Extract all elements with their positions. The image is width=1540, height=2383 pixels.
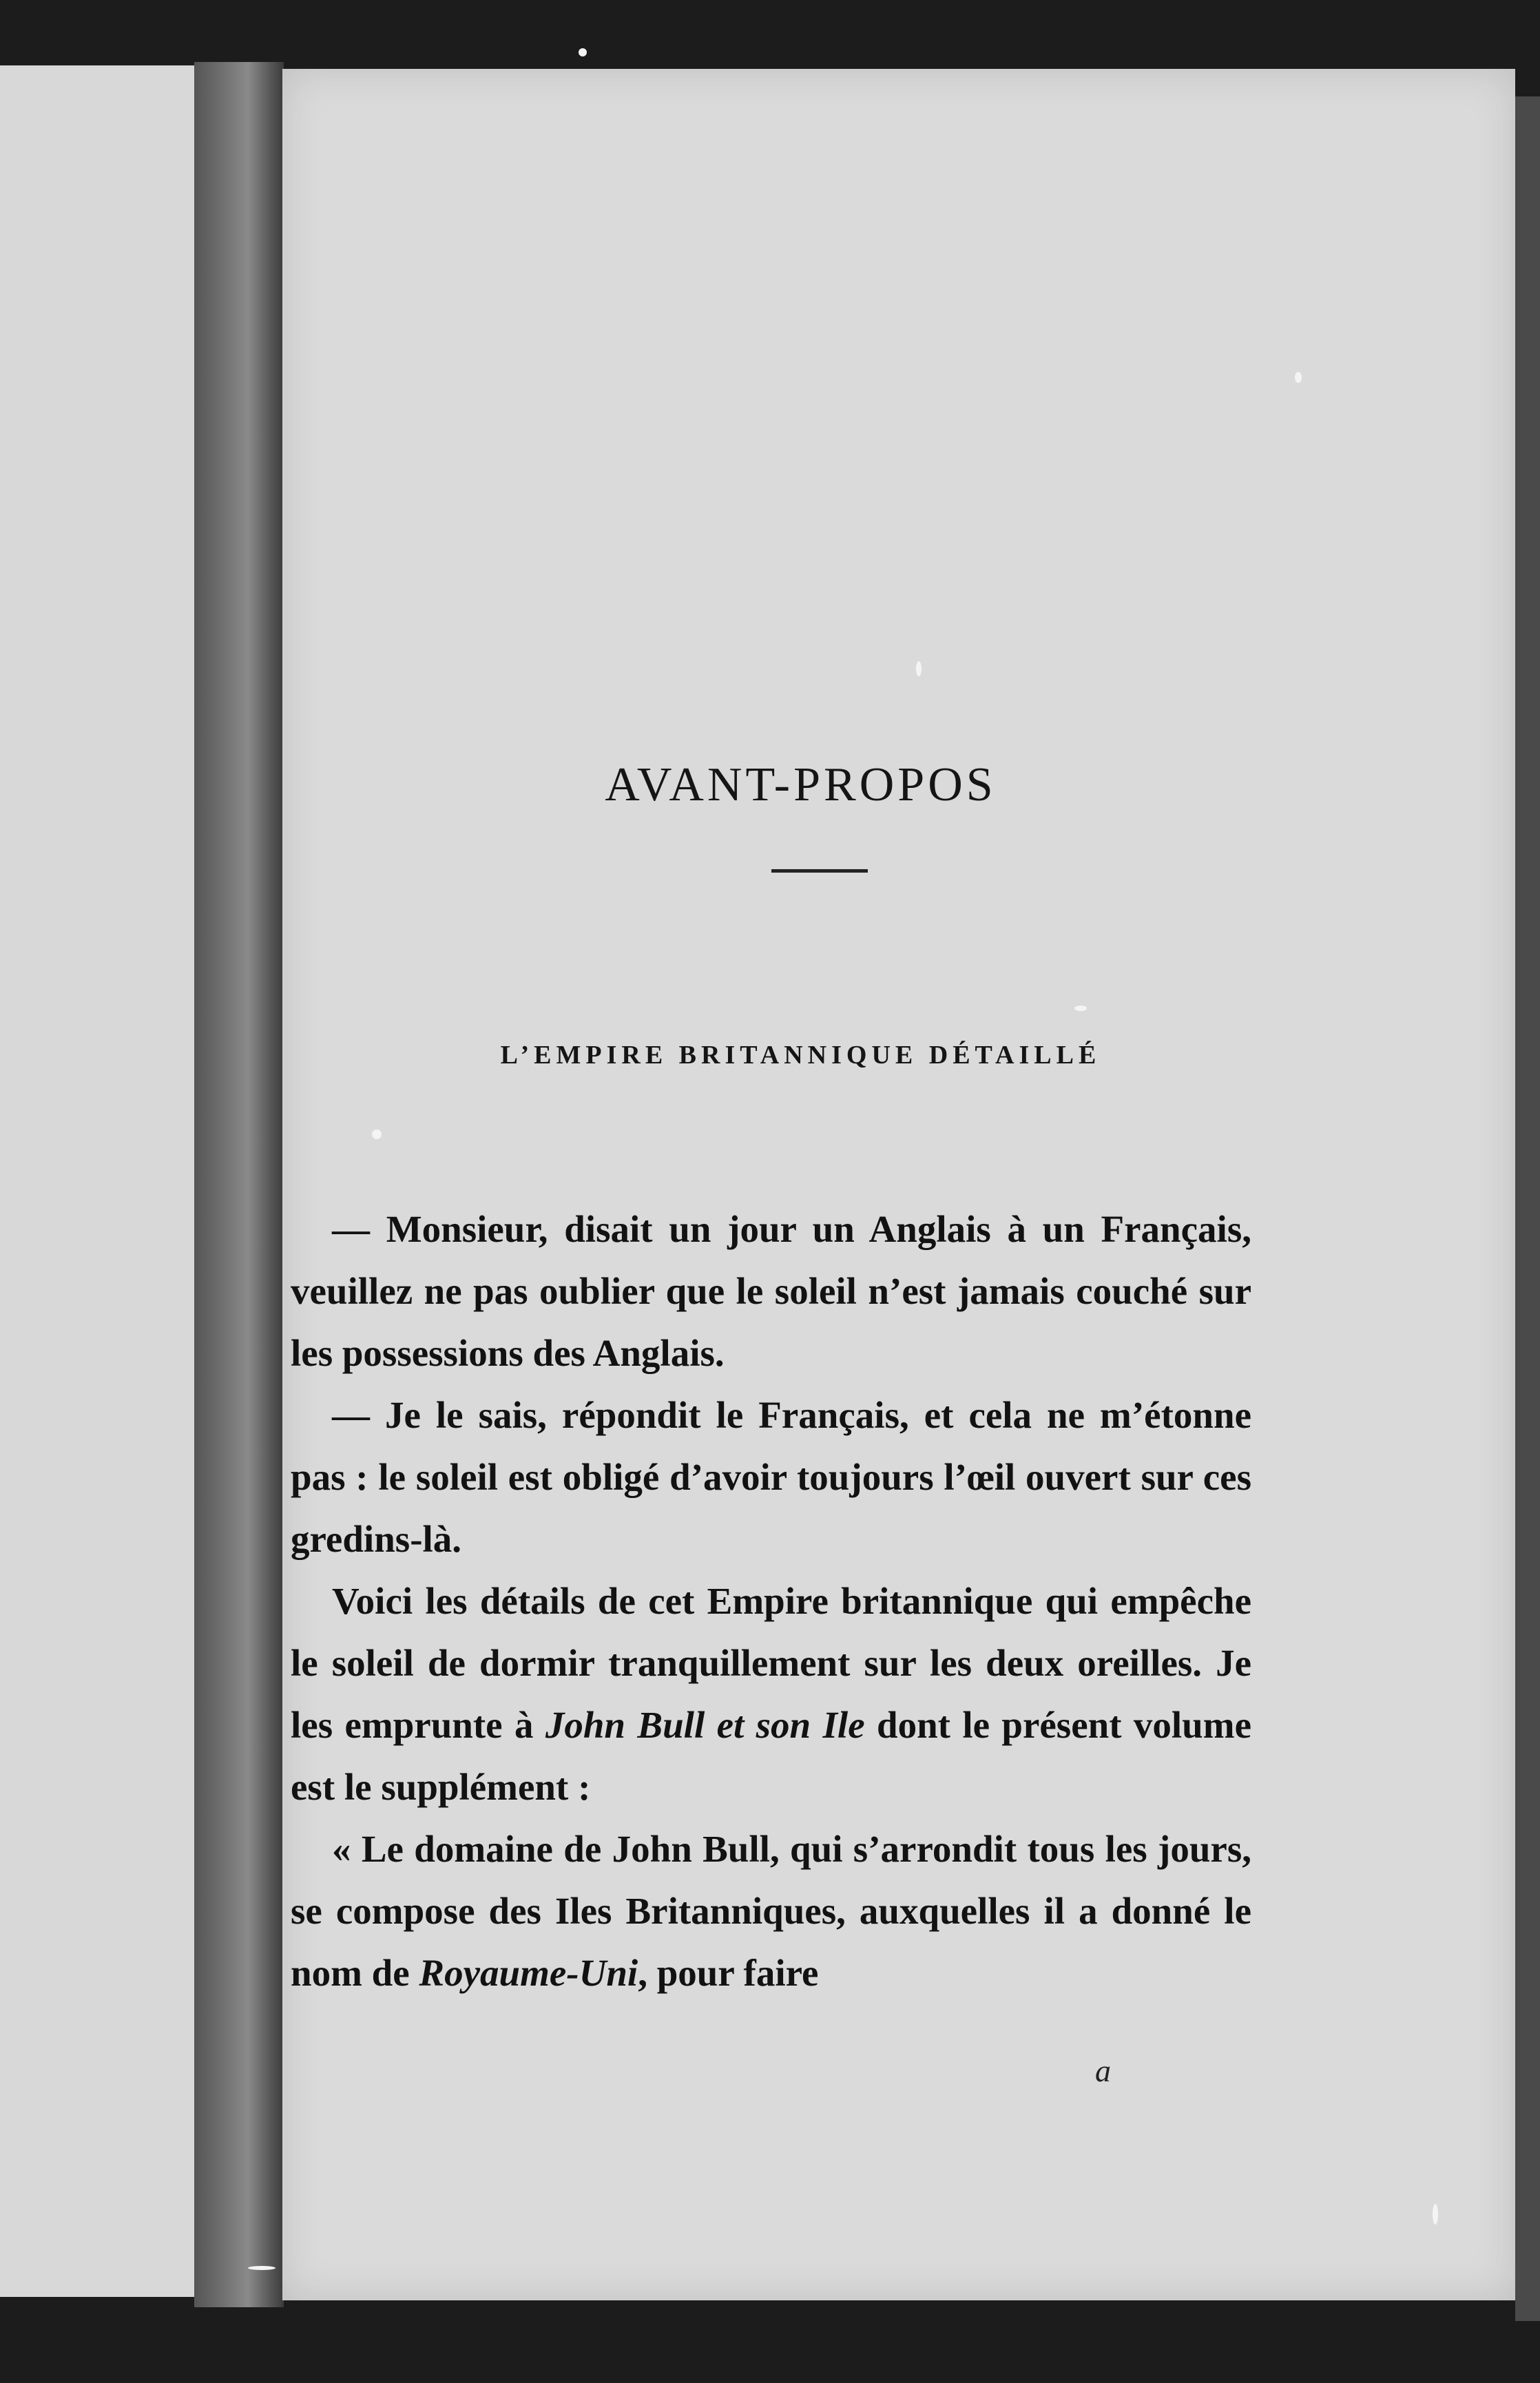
paragraph: — Monsieur, disait un jour un Anglais à un Français, veuillez ne pas oublier que le soleil n’est jamais couché sur les possessions des Anglais.: [291, 1208, 1251, 1374]
book-gutter: [194, 62, 284, 2307]
page-content: [282, 69, 1515, 2300]
italic-term: Royaume-Uni: [419, 1952, 638, 1994]
title-divider: [771, 869, 868, 873]
section-title: L’EMPIRE BRITANNIQUE DÉTAILLÉ: [500, 1041, 1101, 1070]
dust-speck: [1433, 2204, 1438, 2225]
dust-speck: [916, 661, 922, 676]
paragraph-text: , pour faire: [638, 1952, 819, 1994]
right-page-edges: [1515, 96, 1540, 2321]
chapter-title: AVANT-PROPOS: [605, 758, 997, 811]
dust-speck: [579, 48, 587, 56]
paragraph-text: « Le domaine de John Bull, qui s’arrondit tous les jours, se compose des Iles Britanniques, auxquelles il a donné le nom de: [291, 1828, 1251, 1994]
dust-speck: [1074, 1006, 1087, 1011]
dust-speck: [248, 2266, 275, 2270]
paragraph: — Je le sais, répondit le Français, et cela ne m’étonne pas : le soleil est obligé d’avoir toujours l’œil ouvert sur ces gredins-là.: [291, 1394, 1251, 1560]
dust-speck: [372, 1130, 382, 1139]
paragraph-text: Voici les détails de cet Empire britannique qui empêche le soleil de dormir tranquillement sur les deux oreilles. Je les emprunte à: [291, 1580, 1251, 1746]
paragraph: [291, 1818, 1251, 2004]
paragraph-text: dont le présent volume est le supplément :: [291, 1704, 1251, 1808]
body-text: [291, 1198, 1251, 2004]
paragraph: [291, 1570, 1251, 1818]
dust-speck: [1295, 372, 1302, 383]
right-page: [282, 69, 1515, 2300]
signature-mark: a: [1095, 2053, 1111, 2088]
book-title-italic: John Bull et son Ile: [545, 1704, 865, 1746]
